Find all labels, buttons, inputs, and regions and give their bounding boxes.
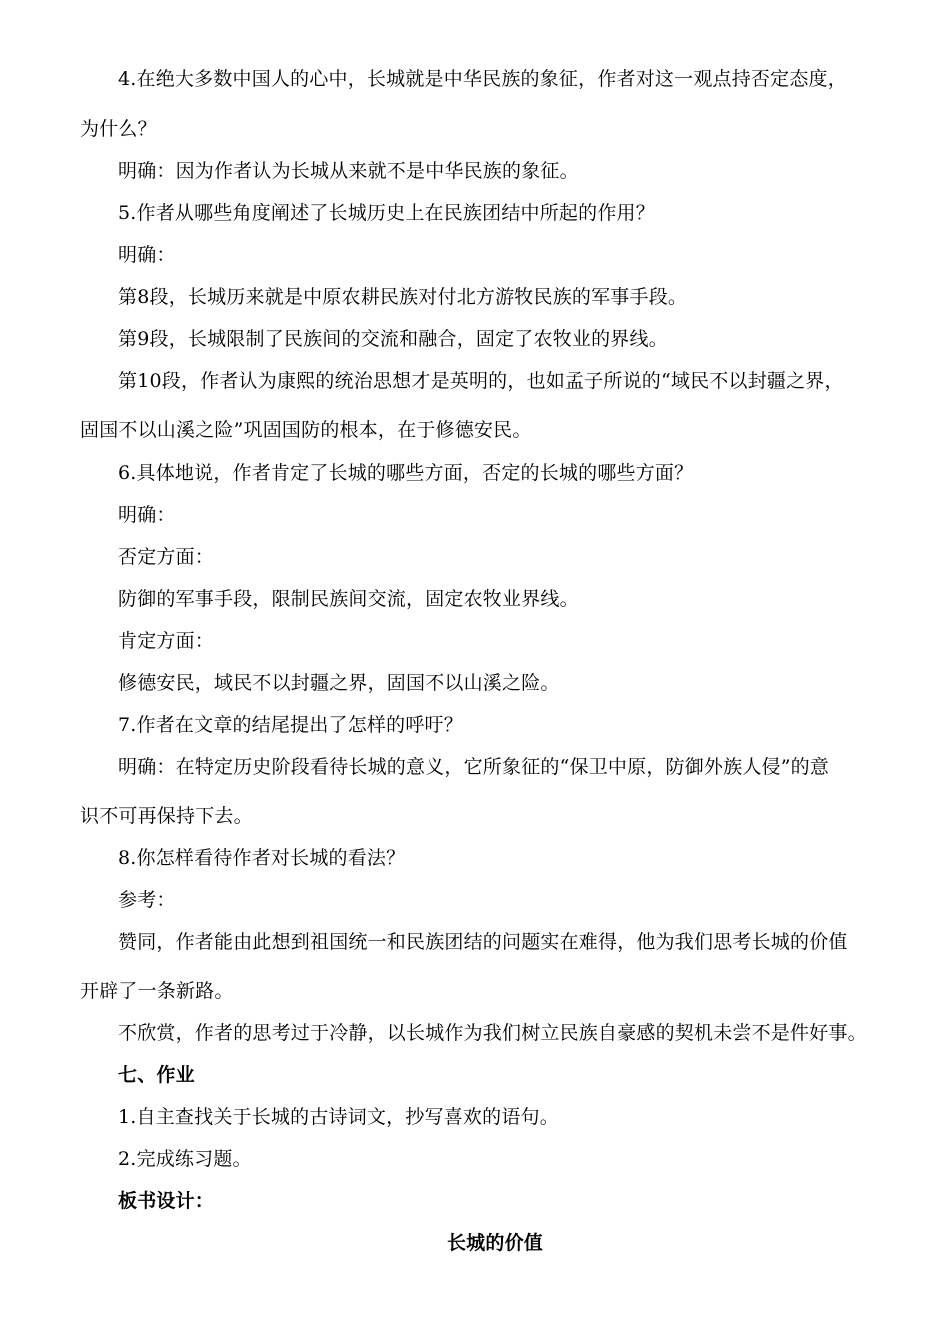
negative-aspects-heading: 否定方面： <box>118 546 215 568</box>
positive-aspects-heading: 肯定方面： <box>118 630 215 652</box>
agree-view-line-2: 开辟了一条新路。 <box>80 980 234 1002</box>
answer-7-line-2: 识不可再保持下去。 <box>80 805 253 827</box>
homework-item-1: 1.自主查找关于长城的古诗词文，抄写喜欢的语句。 <box>118 1106 559 1128</box>
board-design-heading: 板书设计： <box>118 1190 215 1212</box>
question-4-line-1: 4.在绝大多数中国人的心中，长城就是中华民族的象征，作者对这一观点持否定态度， <box>118 68 847 90</box>
answer-5-para-10-line-2: 固国不以山溪之险”巩固国防的根本，在于修德安民。 <box>80 419 532 441</box>
question-8: 8.你怎样看待作者对长城的看法？ <box>118 847 406 869</box>
negative-aspects-text: 防御的军事手段，限制民族间交流，固定农牧业界线。 <box>118 588 579 610</box>
answer-6-label: 明确： <box>118 504 176 526</box>
answer-5-label: 明确： <box>118 244 176 266</box>
board-design-title: 长城的价值 <box>446 1232 543 1254</box>
question-7: 7.作者在文章的结尾提出了怎样的呼吁？ <box>118 714 463 736</box>
disagree-view: 不欣赏，作者的思考过于冷静，以长城作为我们树立民族自豪感的契机未尝不是件好事。 <box>118 1022 867 1044</box>
question-4-line-2: 为什么？ <box>80 118 157 140</box>
positive-aspects-text: 修德安民，域民不以封疆之界，固国不以山溪之险。 <box>118 672 560 694</box>
answer-7-line-1: 明确：在特定历史阶段看待长城的意义，它所象征的“保卫中原，防御外族人侵”的意 <box>118 756 830 778</box>
reference-label: 参考： <box>118 889 176 911</box>
agree-view-line-1: 赞同，作者能由此想到祖国统一和民族团结的问题实在难得，他为我们思考长城的价值 <box>118 931 848 953</box>
question-6: 6.具体地说，作者肯定了长城的哪些方面，否定的长城的哪些方面？ <box>118 462 694 484</box>
answer-5-para-9: 第9段，长城限制了民族间的交流和融合，固定了农牧业的界线。 <box>118 328 668 350</box>
answer-5-para-8: 第8段，长城历来就是中原农耕民族对付北方游牧民族的军事手段。 <box>118 286 688 308</box>
answer-5-para-10-line-1: 第10段，作者认为康熙的统治思想才是英明的，也如孟子所说的“域民不以封疆之界， <box>118 370 844 392</box>
homework-item-2: 2.完成练习题。 <box>118 1148 252 1170</box>
homework-heading: 七、作业 <box>118 1064 195 1086</box>
question-5: 5.作者从哪些角度阐述了长城历史上在民族团结中所起的作用？ <box>118 202 655 224</box>
answer-4: 明确：因为作者认为长城从来就不是中华民族的象征。 <box>118 160 579 182</box>
